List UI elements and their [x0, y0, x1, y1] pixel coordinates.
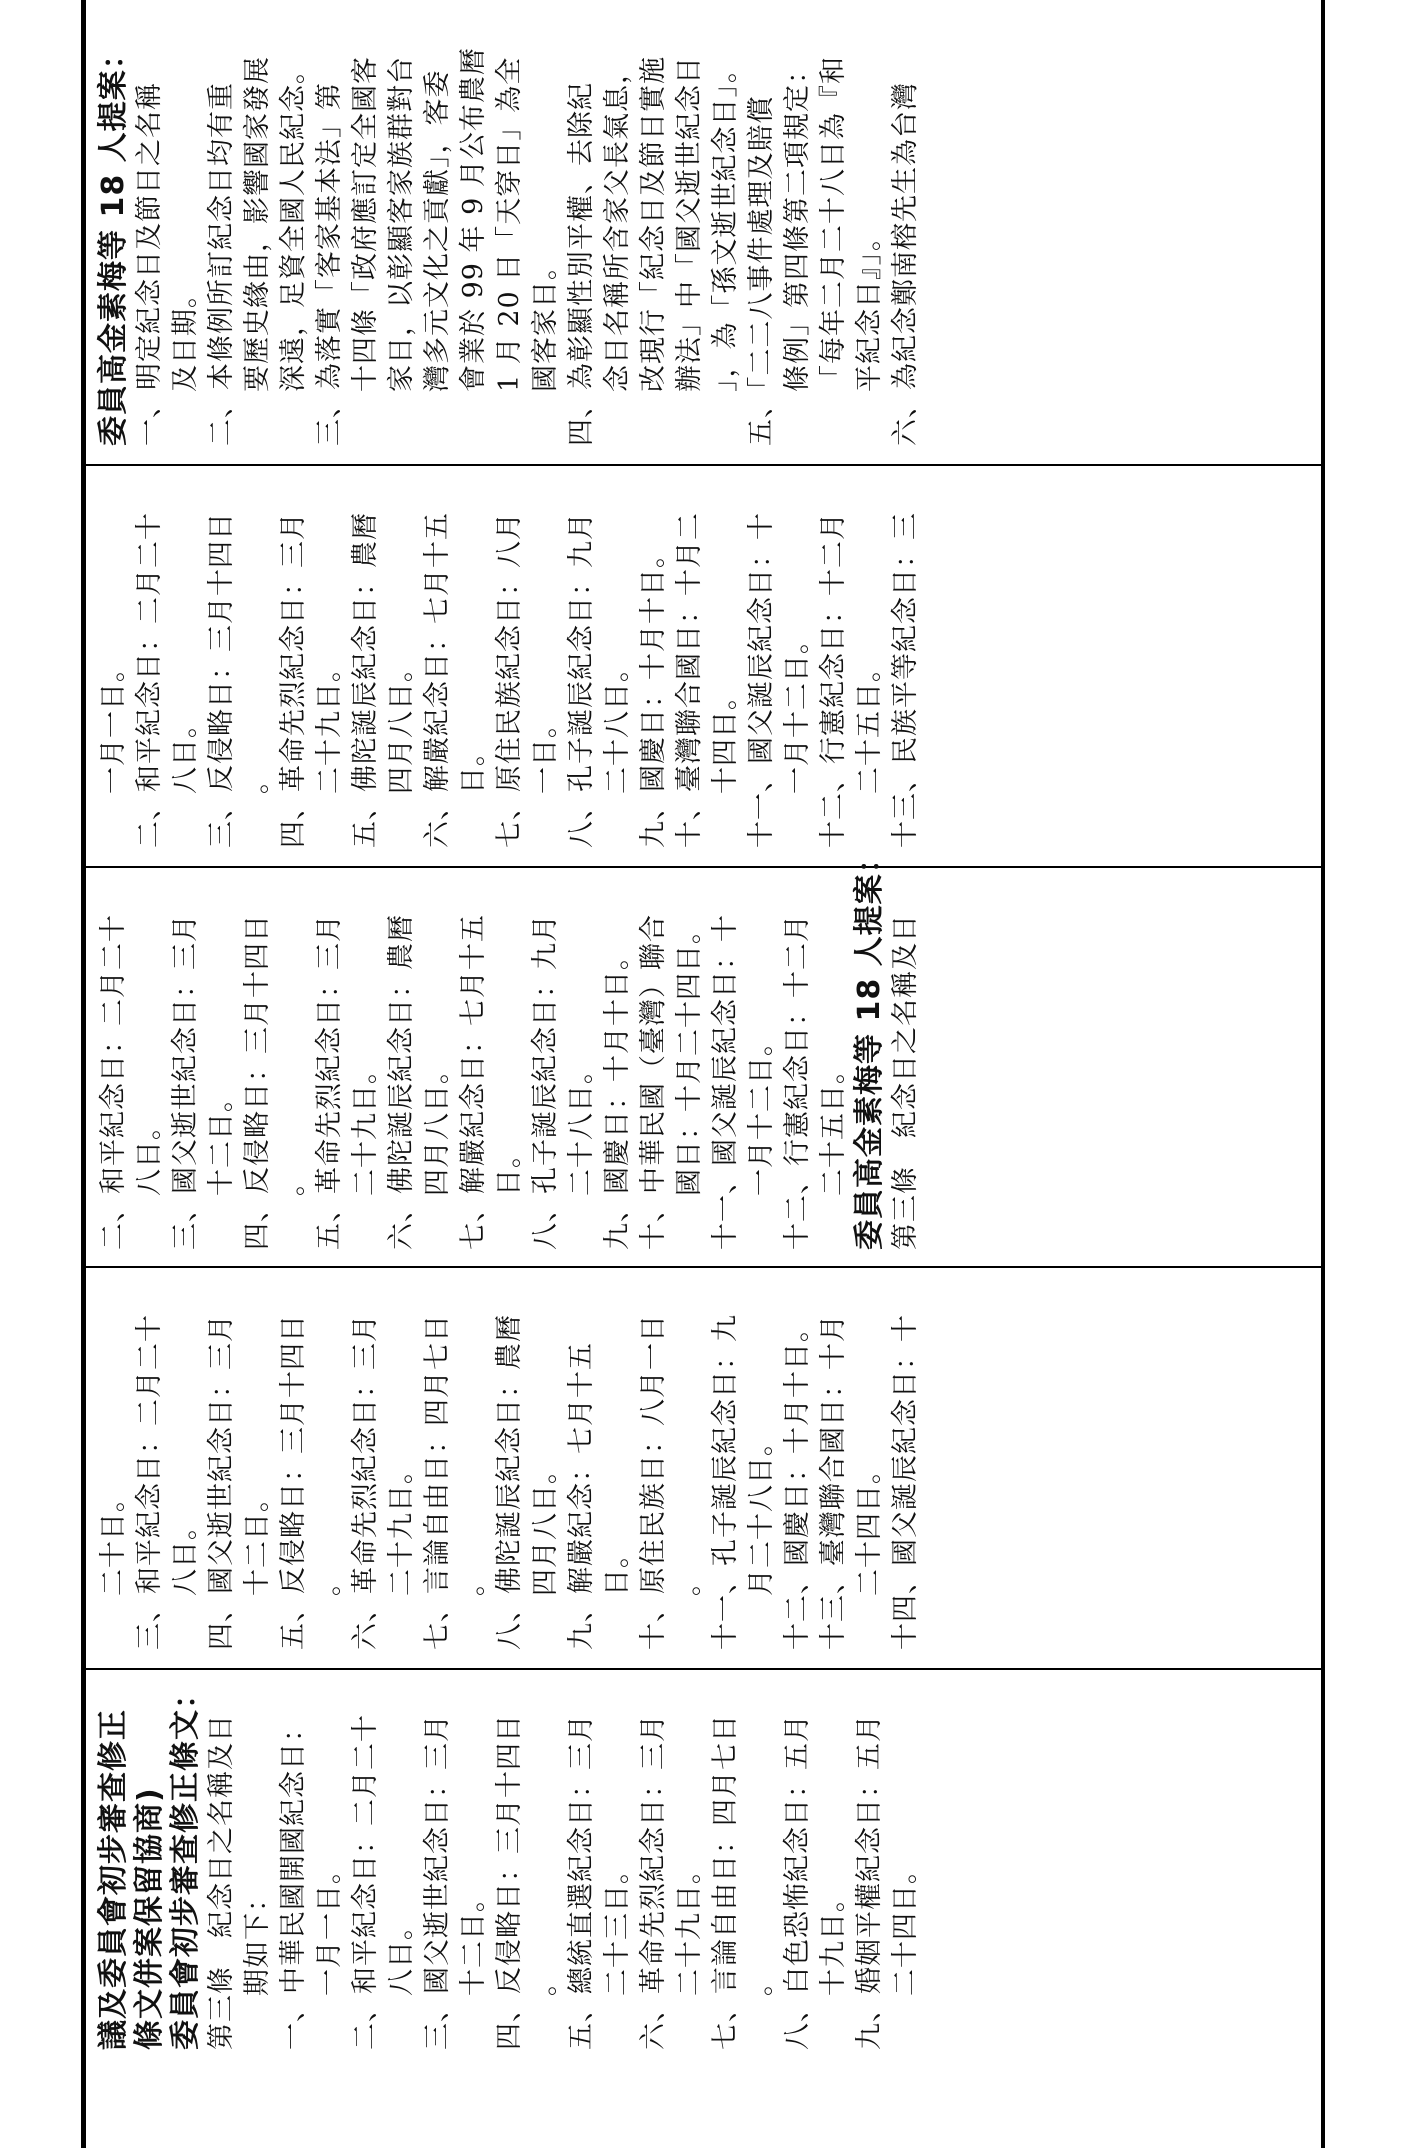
text-line: 日。 [494, 1140, 525, 1196]
text-line: 六、革命先烈紀念日：三月 [350, 1314, 381, 1650]
text-line: 條例」第四條第二項規定： [782, 56, 813, 392]
text-line: 五、反侵略日：三月十四日 [278, 1314, 309, 1650]
text-line: 四、為彰顯性別平權、去除紀 [566, 82, 597, 446]
text-line: 四、反侵略日：三月十四日 [242, 914, 273, 1250]
text-line: 八日。 [170, 710, 201, 794]
text-line: 灣多元文化之貢獻」，客委 [422, 69, 453, 392]
text-line: 月二十八日。 [746, 1428, 777, 1596]
text-line: 十二日。 [242, 1484, 273, 1596]
text-line: 四月八日。 [386, 654, 417, 794]
text-line: 八、孔子誕辰紀念日：九月 [566, 512, 597, 848]
text-line: 。 [746, 1968, 777, 1996]
text-line: 二十九日。 [350, 1056, 381, 1196]
text-line: 六、為紀念鄭南榕先生為台灣 [890, 82, 921, 446]
text-column-4 [96, 512, 924, 848]
text-line: 三、為落實「客家基本法」第 [314, 82, 345, 446]
text-line: 四、國父逝世紀念日：三月 [206, 1314, 237, 1650]
text-line: 十二、行憲紀念日：十二月 [782, 914, 813, 1250]
text-line: 九、國慶日：十月十日。 [638, 540, 669, 848]
text-line: 第三條 紀念日之名稱及日 [206, 1714, 237, 2050]
text-line: 六、革命先烈紀念日：三月 [638, 1714, 669, 2050]
text-line: 國客家日。 [530, 252, 561, 392]
text-line: 第三條 紀念日之名稱及日 [890, 914, 921, 1250]
text-column-5 [96, 38, 924, 446]
text-line: 五、「二二八事件處理及賠償 [746, 95, 777, 446]
text-line: 。 [530, 1968, 561, 1996]
text-line: 七、原住民族紀念日：八月 [494, 512, 525, 848]
text-line: 二十四日。 [890, 1856, 921, 1996]
text-line: 二、和平紀念日：二月二十 [134, 512, 165, 848]
text-line: 六、解嚴紀念日：七月十五 [422, 512, 453, 848]
text-line: 七、言論自由日：四月七日 [710, 1714, 741, 2050]
text-line: 二、和平紀念日：二月二十 [98, 914, 129, 1250]
text-line: 四、革命先烈紀念日：三月 [278, 512, 309, 848]
text-line: 辦法」中「國父逝世紀念日 [674, 56, 705, 392]
text-line: 八日。 [170, 1512, 201, 1596]
text-line: 三、國父逝世紀念日：三月 [170, 914, 201, 1250]
section-heading: 委員高金素梅等 18 人提案： [852, 842, 887, 1250]
text-line: 八、孔子誕辰紀念日：九月 [530, 914, 561, 1250]
text-line: 「每年二月二十八日為『和 [818, 56, 849, 392]
text-line: 家日，以彰顯客家族群對台 [386, 56, 417, 392]
text-line: 十四條「政府應訂定全國客 [350, 56, 381, 392]
text-line: 十三、民族平等紀念日：三 [890, 512, 921, 848]
column-divider [86, 1266, 1321, 1268]
text-line: 一、明定紀念日及節日之名稱 [134, 82, 165, 446]
top-rule [81, 0, 86, 2148]
text-line: 二十五日。 [818, 1056, 849, 1196]
text-line: 一日。 [530, 710, 561, 794]
text-line: 六、佛陀誕辰紀念日：農曆 [386, 914, 417, 1250]
text-column-3 [96, 842, 924, 1250]
text-line: 三、國父逝世紀念日：三月 [422, 1714, 453, 2050]
text-line: 二、本條例所訂紀念日均有重 [206, 82, 237, 446]
text-line: 二十四日。 [854, 1456, 885, 1596]
section-heading: 委員會初步審查修正條文： [168, 1678, 203, 2050]
text-line: 1 月 20 日「天穿日」為全 [494, 56, 525, 392]
bottom-rule [1321, 0, 1325, 2148]
text-line: 二十八日。 [602, 654, 633, 794]
text-line: 十一、國父誕辰紀念日：十 [710, 914, 741, 1250]
section-heading: 委員高金素梅等 18 人提案： [96, 38, 131, 446]
text-line: 。 [242, 766, 273, 794]
text-line: 八、佛陀誕辰紀念日：農曆 [494, 1314, 525, 1650]
text-line: 十一、孔子誕辰紀念日：九 [710, 1314, 741, 1650]
text-line: 十九日。 [818, 1884, 849, 1996]
text-line: 三、和平紀念日：二月二十 [134, 1314, 165, 1650]
text-line: 平紀念日』」。 [854, 223, 885, 392]
text-line: 九、國慶日：十月十日。 [602, 942, 633, 1250]
text-line: 二十五日。 [854, 654, 885, 794]
text-line: 一月一日。 [314, 1856, 345, 1996]
text-line: 四月八日。 [422, 1056, 453, 1196]
text-line: 二十日。 [98, 1484, 129, 1596]
text-line: 七、言論自由日：四月七日 [422, 1314, 453, 1650]
text-line: 。 [674, 1568, 705, 1596]
text-line: 日。 [458, 738, 489, 794]
column-divider [86, 1668, 1321, 1670]
text-line: 三、反侵略日：三月十四日 [206, 512, 237, 848]
text-line: 十一、國父誕辰紀念日：十 [746, 512, 777, 848]
text-line: 九、婚姻平權紀念日：五月 [854, 1714, 885, 2050]
text-line: 七、解嚴紀念日：七月十五 [458, 914, 489, 1250]
text-line: 五、總統直選紀念日：三月 [566, 1714, 597, 2050]
text-line: 會業於 99 年 9 月公布農曆 [458, 47, 489, 392]
text-line: 深遠，足資全國人民紀念。 [278, 56, 309, 392]
text-line: 八日。 [386, 1912, 417, 1996]
text-line: 十四日。 [710, 682, 741, 794]
text-line: 日。 [602, 1540, 633, 1596]
text-line: 二、和平紀念日：二月二十 [350, 1714, 381, 2050]
text-line: 二十八日。 [566, 1056, 597, 1196]
text-line: 二十九日。 [674, 1856, 705, 1996]
section-heading: 議及委員會初步審查修正 [96, 1709, 131, 2050]
text-line: 十二、行憲紀念日：十二月 [818, 512, 849, 848]
text-line: 四、反侵略日：三月十四日 [494, 1714, 525, 2050]
text-line: 。 [314, 1568, 345, 1596]
text-line: 」，為「孫文逝世紀念日」。 [710, 55, 741, 392]
text-column-2 [96, 1314, 924, 1650]
text-line: 五、革命先烈紀念日：三月 [314, 914, 345, 1250]
text-line: 要歷史緣由，影響國家發展 [242, 56, 273, 392]
text-line: 。 [458, 1568, 489, 1596]
text-line: 四月八日。 [530, 1456, 561, 1596]
text-line: 一月十二日。 [782, 626, 813, 794]
text-line: 念日名稱所含家父長氣息， [602, 56, 633, 392]
text-line: 及日期。 [170, 280, 201, 392]
text-line: 期如下： [242, 1884, 273, 1996]
text-line: 八日。 [134, 1112, 165, 1196]
text-line: 。 [278, 1168, 309, 1196]
text-line: 九、解嚴紀念：七月十五 [566, 1342, 597, 1650]
text-line: 一月一日。 [98, 654, 129, 794]
text-line: 二十九日。 [386, 1456, 417, 1596]
text-line: 十二日。 [206, 1084, 237, 1196]
text-line: 二十九日。 [314, 654, 345, 794]
text-line: 十二、國慶日：十月十日。 [782, 1314, 813, 1650]
text-line: 十三、臺灣聯合國日：十月 [818, 1314, 849, 1650]
section-heading: 條文併案保留協商) [132, 1787, 167, 2050]
text-line: 改現行「紀念日及節日實施 [638, 56, 669, 392]
text-line: 國日：十月二十四日。 [674, 916, 705, 1196]
column-divider [86, 464, 1321, 466]
text-column-1 [96, 1678, 924, 2050]
text-line: 五、佛陀誕辰紀念日：農曆 [350, 512, 381, 848]
text-line: 十四、國父誕辰紀念日：十 [890, 1314, 921, 1650]
text-line: 一月十二日。 [746, 1028, 777, 1196]
text-line: 十、中華民國（臺灣）聯合 [638, 914, 669, 1250]
text-line: 十、臺灣聯合國日：十月二 [674, 512, 705, 848]
text-line: 十二日。 [458, 1884, 489, 1996]
text-line: 十、原住民族日：八月一日 [638, 1314, 669, 1650]
text-line: 二十三日。 [602, 1856, 633, 1996]
text-line: 一、中華民國開國紀念日： [278, 1714, 309, 2050]
text-line: 八、白色恐怖紀念日：五月 [782, 1714, 813, 2050]
